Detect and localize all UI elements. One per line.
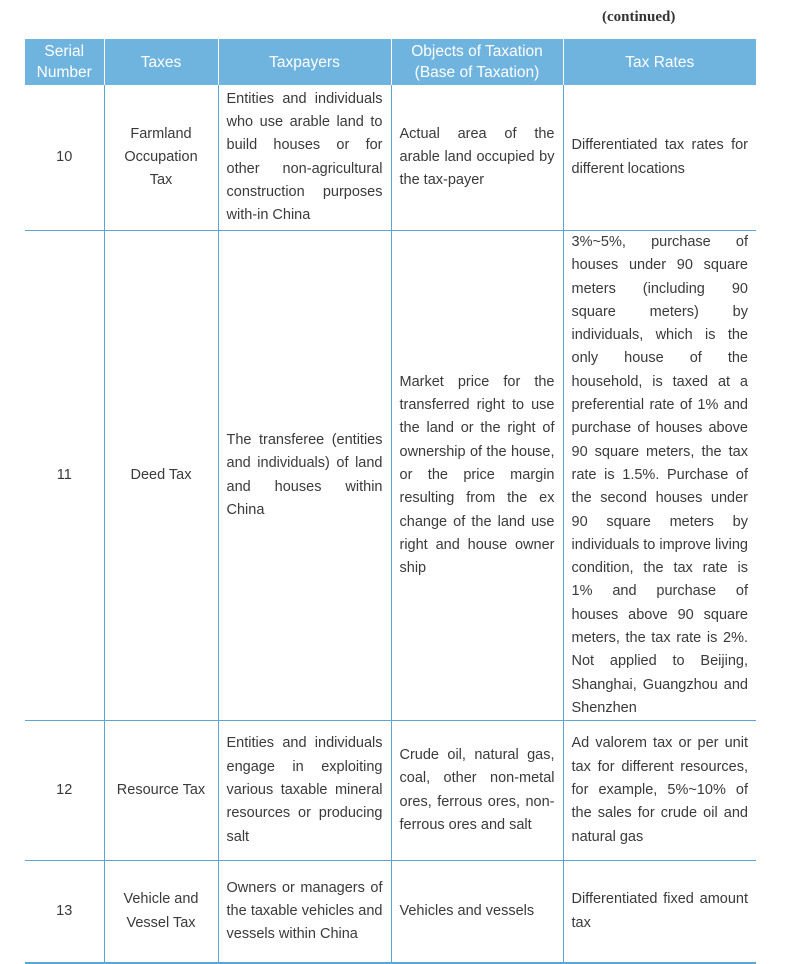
header-taxes: Taxes bbox=[104, 39, 218, 85]
header-tax-rates: Tax Rates bbox=[563, 39, 756, 85]
tax-name-cell: Farmland Occupation Tax bbox=[104, 85, 218, 231]
object-cell: Market price for the transferred right to use the land or the right of ownership of the house, or the price margin resulting from the ex change of the land use right and house owner ship bbox=[391, 231, 563, 721]
taxpayers-cell: Owners or managers of the taxable vehicles and vessels within China bbox=[218, 861, 391, 964]
table-header-row bbox=[25, 39, 756, 85]
taxpayers-cell: Entities and individuals engage in exploiting various taxable mineral resources or producing salt bbox=[218, 721, 391, 861]
rate-cell: Ad valorem tax or per unit tax for different resources, for example, 5%~10% of the sales for crude oil and natural gas bbox=[563, 721, 756, 861]
tax-name-cell: Deed Tax bbox=[104, 231, 218, 721]
taxpayers-cell: The transferee (entities and individuals) of land and houses within China bbox=[218, 231, 391, 721]
table-row bbox=[25, 721, 756, 861]
tax-table bbox=[25, 39, 756, 964]
header-serial-number: Serial Number bbox=[25, 39, 104, 85]
continued-label: (continued) bbox=[602, 9, 676, 25]
table-row bbox=[25, 861, 756, 964]
rate-cell: 3%~5%, purchase of houses under 90 square meters (including 90 square meters) by individuals, which is the only house of the household, is taxed at a preferential rate of 1% and purchase of houses above 90 square meters, the tax rate is 1.5%. Purchase of the second houses under 90 square meters by individuals to improve living condition, the tax rate is 1% and purchase of houses above 90 square meters, the tax rate is 2%. Not applied to Beijing, Shanghai, Guangzhou and Shenzhen bbox=[563, 231, 756, 721]
object-cell: Crude oil, natural gas, coal, other non-metal ores, ferrous ores, non-ferrous ores and salt bbox=[391, 721, 563, 861]
serial-cell: 11 bbox=[25, 231, 104, 721]
taxpayers-cell: Entities and individuals who use arable land to build houses or for other non-agricultural construction purposes with-in China bbox=[218, 85, 391, 231]
rate-cell: Differentiated fixed amount tax bbox=[563, 861, 756, 964]
object-cell: Actual area of the arable land occupied by the tax-payer bbox=[391, 85, 563, 231]
header-objects-of-taxation: Objects of Taxation (Base of Taxation) bbox=[391, 39, 563, 85]
serial-cell: 12 bbox=[25, 721, 104, 861]
serial-cell: 13 bbox=[25, 861, 104, 964]
table-row bbox=[25, 231, 756, 721]
serial-cell: 10 bbox=[25, 85, 104, 231]
header-taxpayers: Taxpayers bbox=[218, 39, 391, 85]
rate-cell: Differentiated tax rates for different locations bbox=[563, 85, 756, 231]
object-cell: Vehicles and vessels bbox=[391, 861, 563, 964]
table-row bbox=[25, 85, 756, 231]
tax-name-cell: Vehicle and Vessel Tax bbox=[104, 861, 218, 964]
tax-name-cell: Resource Tax bbox=[104, 721, 218, 861]
